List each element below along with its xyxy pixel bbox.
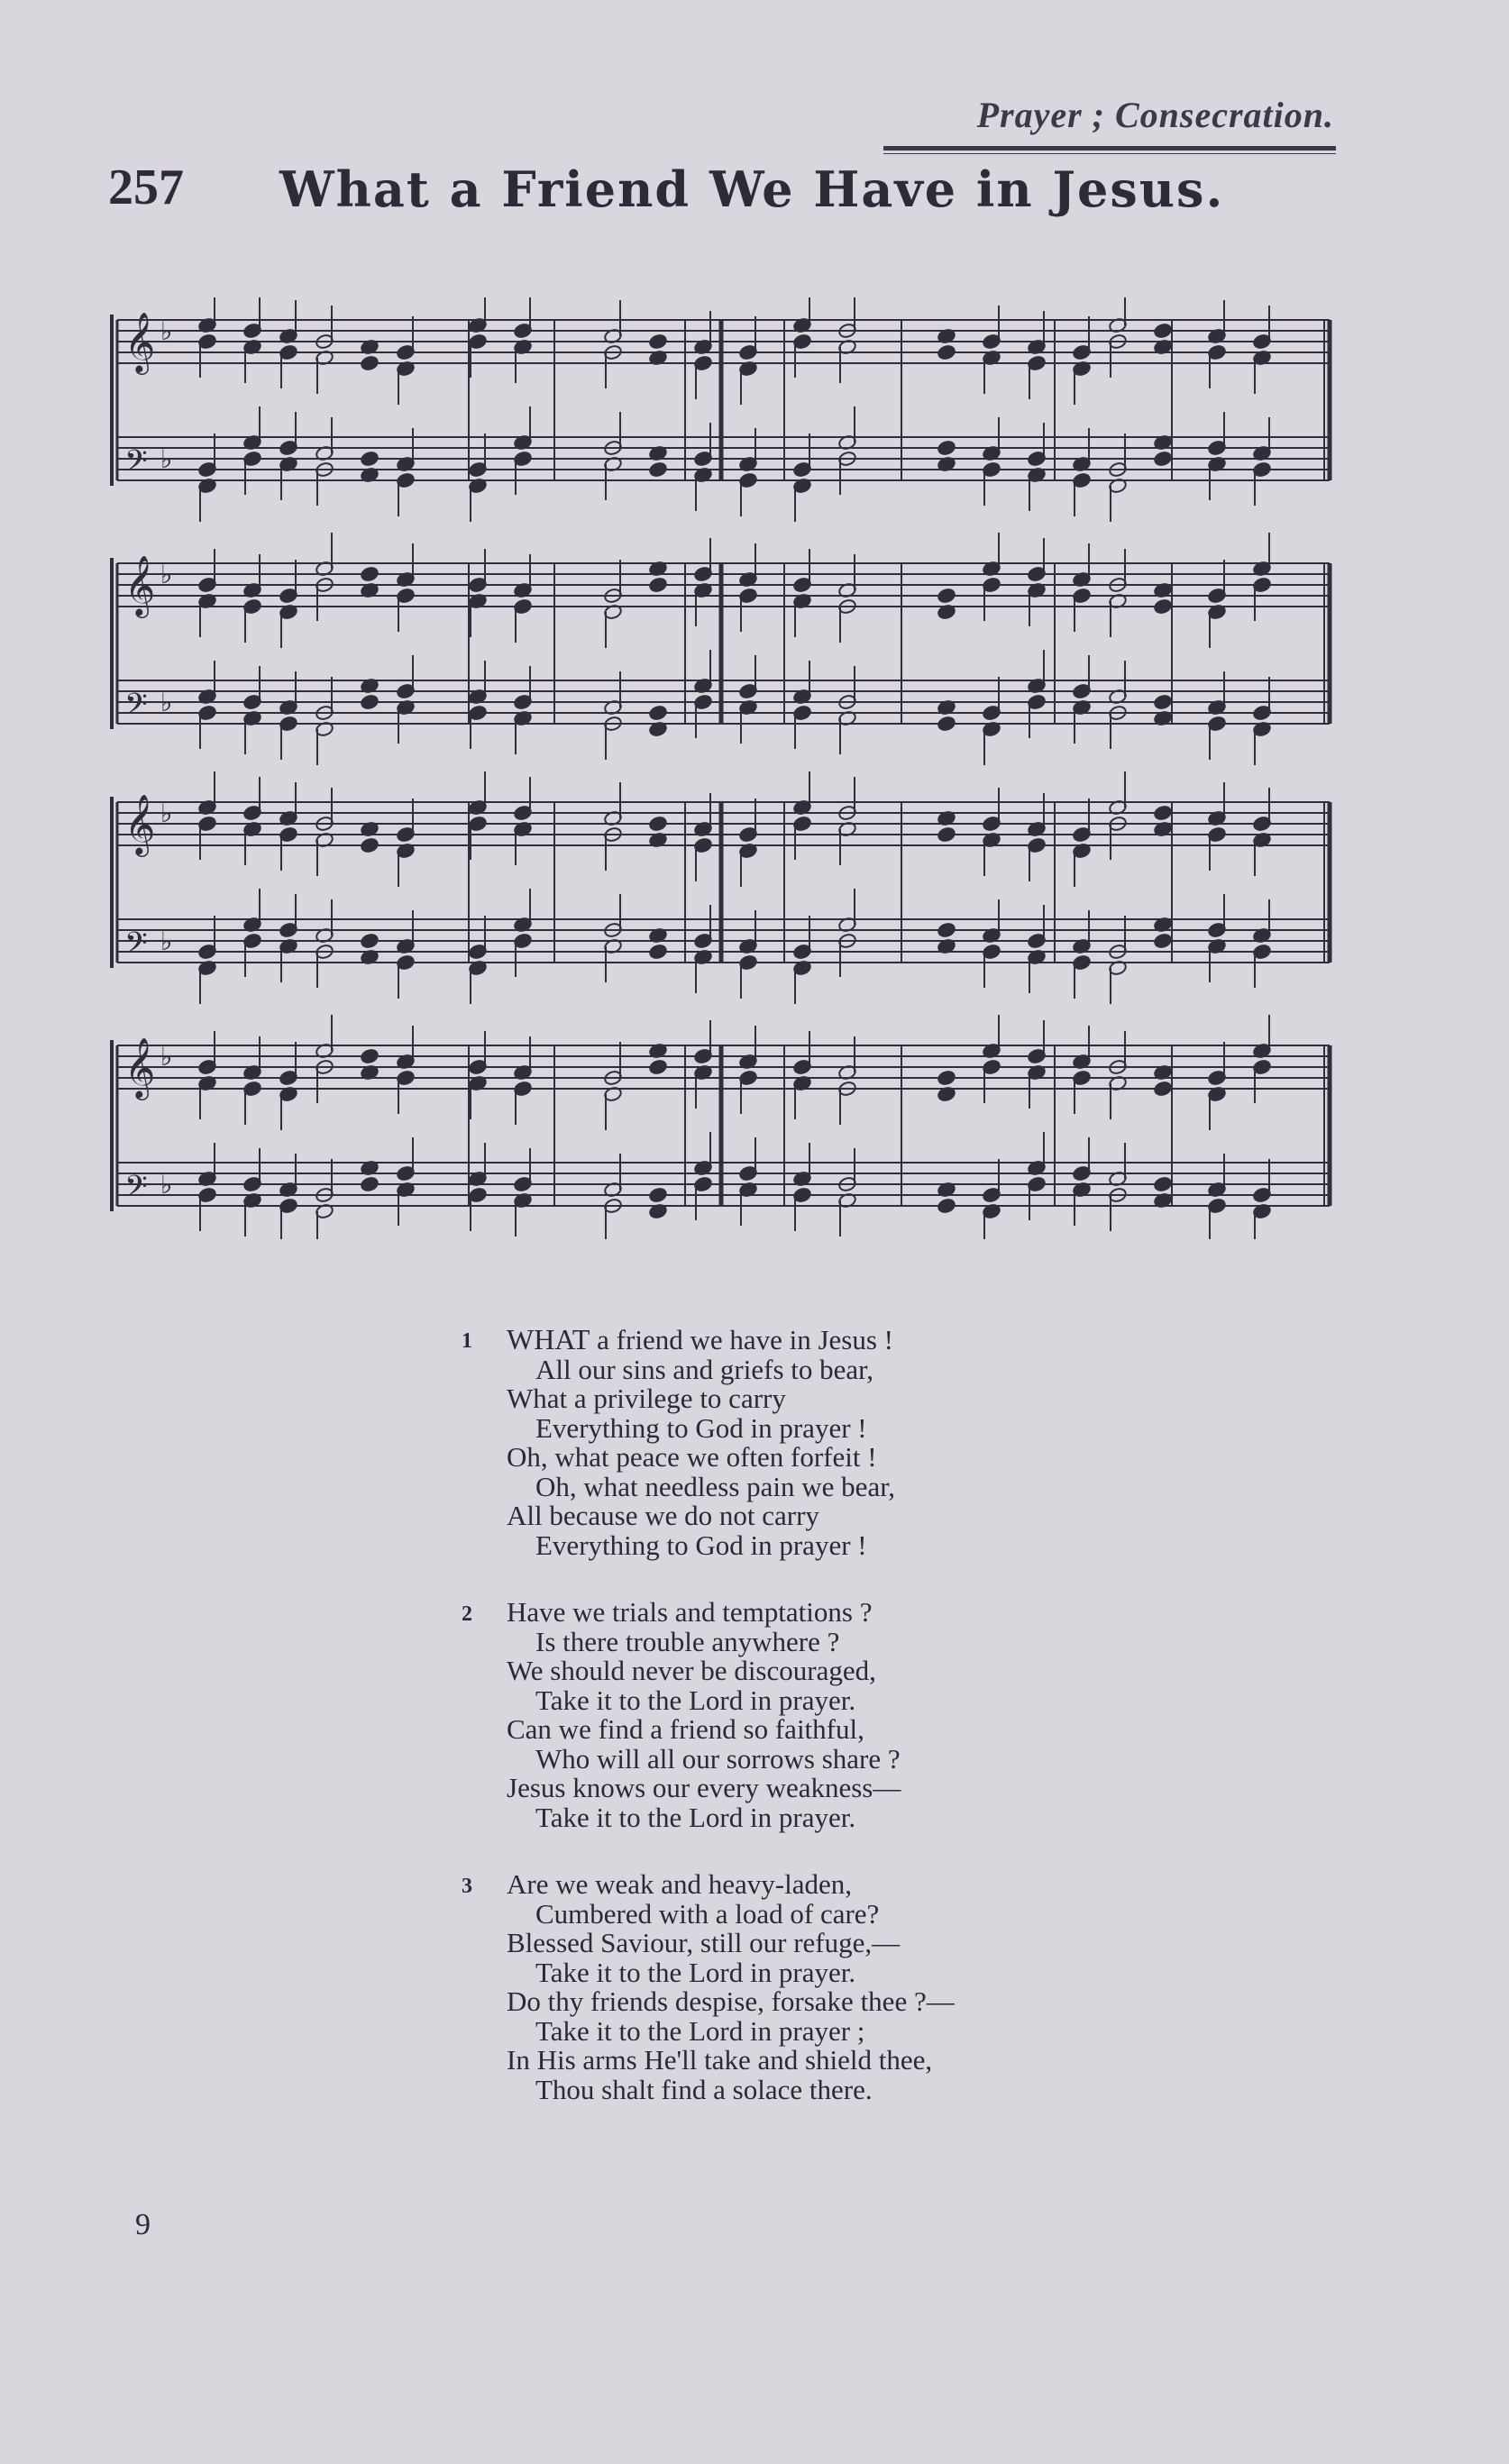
section-rule-thin [883,153,1336,154]
verse-line: In His arms He'll take and shield thee, [507,2044,933,2076]
treble-clef-icon: 𝄞 [124,793,156,854]
verse-line: Take it to the Lord in prayer. [535,1684,856,1716]
note-head [1153,323,1172,339]
section-rule [883,146,1336,151]
note-head [360,837,379,853]
note-head [937,440,956,456]
treble-clef-icon: 𝄞 [124,554,156,616]
note-head [648,577,667,593]
flat-icon: ♭ [160,1042,173,1072]
verse-line: Oh, what peace we often forfeit ! [507,1441,877,1473]
note-head [1153,1081,1172,1097]
note-head [648,1187,667,1203]
note-head [1153,805,1172,821]
flat-icon: ♭ [160,316,173,346]
flat-icon: ♭ [160,799,173,828]
verses-block [462,1323,1100,2142]
note-head [360,694,379,710]
note-head [360,1048,379,1064]
note-head [360,451,379,467]
bass-clef-icon: 𝄢 [124,688,148,729]
note-head [648,333,667,350]
verse-line-text: a friend we have in Jesus ! [597,1324,894,1355]
note-head [360,355,379,371]
note-head [937,716,956,732]
note-head [1153,598,1172,615]
treble-clef-icon: 𝄞 [124,311,156,372]
verse-line: All because we do not carry [507,1500,819,1531]
note-head [648,461,667,478]
bass-clef-icon: 𝄢 [124,926,148,968]
page-number: 9 [135,2208,151,2241]
verse-3 [462,1868,1100,2105]
verse-line [469,1325,1100,1355]
verse-line: What a privilege to carry [507,1383,786,1414]
note-head [937,922,956,938]
verse-line: Jesus knows our every weakness— [507,1772,901,1803]
flat-icon: ♭ [160,560,173,589]
note-head [937,826,956,843]
verse-number: 2 [462,1602,472,1626]
verse-line: We should never be discouraged, [507,1655,876,1686]
verse-line: Are we weak and heavy-laden, [507,1868,853,1900]
note-head [648,944,667,960]
note-head [1153,451,1172,467]
verse-2 [462,1596,1100,1833]
bass-clef-icon: 𝄢 [124,1170,148,1211]
note-head [1153,933,1172,949]
note-head [1153,694,1172,710]
flat-icon: ♭ [160,1170,173,1200]
verse-line: Everything to God in prayer ! [535,1411,867,1444]
flat-icon: ♭ [160,688,173,717]
note-head [648,1059,667,1075]
verse-first-word: WHAT [507,1323,590,1355]
note-head [937,1070,956,1086]
verse-1 [462,1323,1100,1561]
verse-line: Take it to the Lord in prayer. [535,1956,856,1988]
verse-line: Who will all our sorrows share ? [535,1742,901,1775]
note-head [360,933,379,949]
flat-icon: ♭ [160,444,173,474]
hymn-title: What a Friend We Have in Jesus. [279,160,1225,218]
verse-line: Thou shalt find a solace there. [535,2073,873,2105]
note-head [360,1176,379,1192]
verse-line: Everything to God in prayer ! [535,1529,867,1561]
note-head [648,705,667,721]
note-head [360,566,379,582]
note-head [937,588,956,604]
bass-clef-icon: 𝄢 [124,444,148,486]
verse-line: Blessed Saviour, still our refuge,— [507,1927,901,1958]
hymn-number: 257 [108,160,184,215]
flat-icon: ♭ [160,926,173,956]
verse-line: Can we find a friend so faithful, [507,1713,864,1745]
note-head [1153,1176,1172,1192]
verse-line: Do thy friends despise, forsake thee ?— [507,1985,955,2017]
verse-number: 1 [462,1329,472,1353]
verse-line: All our sins and griefs to bear, [535,1353,873,1385]
section-heading: Prayer ; Consecration. [976,95,1334,135]
verse-line: Take it to the Lord in prayer ; [535,2014,865,2047]
verse-number: 3 [462,1875,472,1898]
verse-line: Oh, what needless pain we bear, [535,1470,896,1502]
note-head [937,344,956,360]
note-head [648,816,667,832]
note-head [937,1198,956,1214]
verse-line: Take it to the Lord in prayer. [535,1801,856,1833]
verse-line: Cumbered with a load of care? [535,1897,880,1930]
music-score [108,297,1343,1239]
verse-line: Have we trials and temptations ? [507,1596,873,1628]
treble-clef-icon: 𝄞 [124,1036,156,1098]
verse-line: Is there trouble anywhere ? [535,1625,840,1657]
